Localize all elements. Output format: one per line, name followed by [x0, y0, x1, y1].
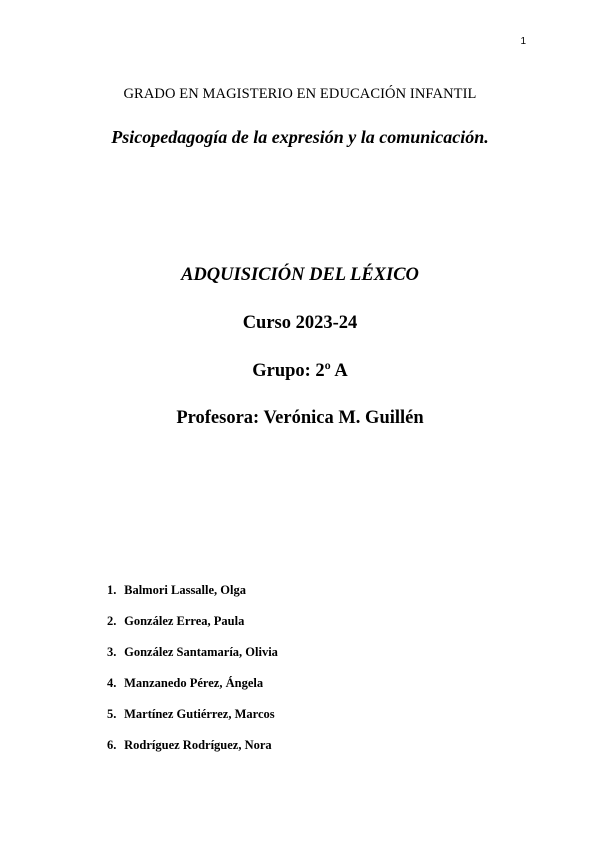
group-label: Grupo: 2º A [252, 361, 348, 381]
list-number: 2. [107, 614, 117, 628]
list-item [107, 645, 278, 676]
list-number: 6. [107, 738, 117, 752]
list-number: 4. [107, 676, 117, 690]
list-number: 5. [107, 707, 117, 721]
list-number: 1. [107, 583, 117, 597]
subject-title: Psicopedagogía de la expresión y la comunicación. [111, 127, 489, 147]
course-year: Curso 2023-24 [242, 313, 358, 333]
teacher-name: Profesora: Verónica M. Guillén [176, 408, 424, 428]
student-name: González Santamaría, Olivia [124, 645, 278, 659]
list-item [107, 738, 278, 769]
list-item [107, 707, 278, 738]
student-name: González Errea, Paula [124, 614, 245, 628]
page-number: 1 [520, 36, 526, 47]
student-name: Rodríguez Rodríguez, Nora [124, 738, 272, 752]
student-name: Balmori Lassalle, Olga [124, 583, 246, 597]
student-list [107, 583, 278, 769]
list-item [107, 583, 278, 614]
list-item [107, 676, 278, 707]
degree-heading: GRADO EN MAGISTERIO EN EDUCACIÓN INFANTIL [123, 86, 477, 102]
document-title: ADQUISICIÓN DEL LÉXICO [181, 265, 419, 285]
student-name: Manzanedo Pérez, Ángela [124, 676, 264, 690]
list-number: 3. [107, 645, 117, 659]
list-item [107, 614, 278, 645]
student-name: Martínez Gutiérrez, Marcos [124, 707, 275, 721]
